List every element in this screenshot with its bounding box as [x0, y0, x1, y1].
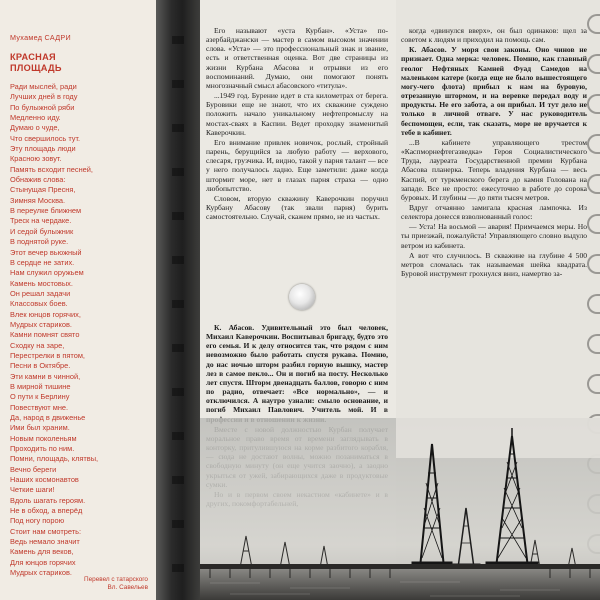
poem-line: В переулке ближнем	[10, 206, 82, 216]
article-paragraph: — Уста! На восьмой — авария! Примчаемся меры. Но ты приезжай, пожалуйста! Управляющего словно выдуло ветром из кабинета.	[401, 222, 587, 250]
spiral-ring	[587, 374, 600, 394]
poem-line: Влек юнцов горячих,	[10, 309, 81, 319]
poem-line: Вдоль шагать героям.	[10, 495, 86, 505]
poem-line: Нам служил оружьем	[10, 268, 84, 278]
poem-line: Память всходит песней,	[10, 164, 93, 174]
spiral-ring	[587, 174, 600, 194]
poem-line: Повествуют мне.	[10, 402, 69, 412]
translator-line-1: Перевел с татарского	[84, 576, 148, 583]
article-paragraph: когда «двинулся вверх», он был одинаков: щел за советом к людям и приходил на помощь сам.	[401, 26, 587, 45]
poem-line: В сердце не затих.	[10, 257, 75, 267]
poem-line: Новым поколеньям	[10, 433, 77, 443]
article-paragraph: К. Абасов. Удивительный это был человек, Михаил Каверочкин. Воспитывал бригаду, будто это его семья. И к делу относится так, что рядом с ним невозможно было работать спустя рукава. Помню, до нас ночью шторм разбил горную вышку, мастер лез в самое пекло... Он и погиб на посту. Несколько лет спустя. Шторм двенадцать баллов, говорю с ним по радио, отвечает: «Все нормально», — и отключился. А наутро узнали: смыло основание, и погиб Михаил Павлович. Учитель мой. И в	[206, 323, 388, 415]
poem-line: Эту площадь люди	[10, 144, 76, 154]
oil-rigs-illustration	[200, 418, 600, 600]
poem-line: Красною зовут.	[10, 154, 62, 164]
poem-line: В поднятой руке.	[10, 237, 69, 247]
poem-line: Не в обход, а вперёд	[10, 506, 83, 516]
poem-line: Мудрых стариков.	[10, 319, 72, 329]
article-paragraph: ...1949 год. Бурение идет в ста километрах от берега. Буровики еще не знают, что их скважине суждено положить начало уникальному нефтепромыслу на мостах-сваях в Каспии. Ведет проходку знаменитый Каверочкин.	[206, 91, 388, 137]
poem-line: В мирной тишине	[10, 381, 71, 391]
poem-line: Он решал задачи	[10, 288, 71, 298]
poem-title-line-2: ПЛОЩАДЬ	[10, 63, 62, 73]
poem-line: Камень мостовых.	[10, 278, 73, 288]
article-paragraph: К. Абасов. У моря свои законы. Оно чинов не признает. Одна мерка: человек. Помню, как главный геолог Нефтяных Камней Фуад Самедов на маленьком катере (когда еще не было вышестоящего могу-чего флота) прибыл к нам на буровую, отрезанную штормом, и на веревке передал воду и продукты. Не его забота, а он прибыл. И тут дело не только в личной отваге. У нас руководитель беспомощен, если, так сказать, море не вручается к тебе в кабинет.	[401, 45, 587, 137]
article-paragraph: А вот что случилось. В скважине на глубине 4 500 метров сломалась так называемая шейка квадрата. Буровой инструмент грохнулся вниз, намертво за-	[401, 250, 587, 279]
poem-line: Стынущая Пресня,	[10, 185, 76, 195]
poem-line: Проходить по ним.	[10, 444, 75, 454]
poem-line: Четкие шаги!	[10, 485, 55, 495]
article-paragraph: Вдруг отчаянно замигала красная лампочка. Из селектора донесся взволнованный голос:	[401, 202, 587, 222]
poem-line: Лучших дней в году	[10, 92, 78, 102]
spiral-ring	[587, 94, 600, 114]
poem-line: О пути к Берлину	[10, 392, 70, 402]
spiral-ring	[587, 334, 600, 354]
poem-verse	[10, 82, 154, 579]
poem-line: Медленно иду.	[10, 113, 61, 123]
poem-author: Мухамед САДРИ	[10, 33, 71, 42]
poem-line: Мудрых стариков.	[10, 568, 72, 578]
poem-line: Ведь немало значит	[10, 537, 80, 547]
article-paragraph: Его называют «уста Курбан». «Уста» по-азербайджански — мастер в самом высоком значении слова. «Уста» — это профессиональный знак и звание, есть и ответственная оценка. Вот две страницы из жизни Курбана Абасова и отрывки из его воспоминаний. Думаю, они помогают понять многозначный смысл абасовского «титула».	[206, 26, 388, 90]
poem-line: Треск на чердаке.	[10, 216, 72, 226]
poem-line: Этот вечер вьюжный	[10, 247, 82, 257]
article-paragraph: Словом, вторую скважину Каверочкин поручил Курбану Абасову (так звали парня) бурить самостоятельно. Случай, скажем прямо, не из частых.	[206, 193, 388, 222]
spiral-ring	[587, 14, 600, 34]
flexi-disc-hole	[289, 284, 315, 310]
poem-line: Обнажив слова:	[10, 175, 66, 185]
poem-line: Думаю о чуде,	[10, 123, 60, 133]
poem-line: Камни помнят свято	[10, 330, 80, 340]
poem-translator	[0, 576, 148, 592]
poem-line: По булыжной ряби	[10, 102, 75, 112]
poem-line: Под ногу порою	[10, 516, 65, 526]
poem-title-line-1: КРАСНАЯ	[10, 52, 56, 62]
translator-line-2: Вл. Савельев	[107, 584, 148, 591]
poem-line: Наших космонавтов	[10, 475, 79, 485]
poem-line: Ради мыслей, ради	[10, 82, 77, 91]
poem-column	[0, 0, 156, 600]
article-column-1	[206, 26, 388, 222]
article-paragraph: Его внимание привлек новичок, рослый, стройный парень, берущийся за любую работу — верхового, слесаря, грузчика. И, видно, такой у парня талант — все у него получалось ладно. Еще заметили: даже когда штормит море, нет в глазах парня страха — одно любопытство.	[206, 137, 388, 193]
poem-line: Вечно береги	[10, 464, 57, 474]
poem-line: Камень для веков,	[10, 547, 74, 557]
poem-title	[10, 52, 150, 74]
poem-line: Ими был храним.	[10, 423, 70, 433]
poem-line: И седой булыжник	[10, 226, 74, 236]
poem-line: Перестрелки в пятом,	[10, 350, 85, 360]
poem-line: Для юнцов горячих	[10, 557, 76, 567]
article-paragraph: ...В кабинете управляющего трестом «Каспморнефтегазведка» Героя Социалистического Труда, лауреата Государственной премии Курбана Абасова планерка. Теперь владения Курбана — весь Каспий, от туркменского берега до камня Голована на западе. Все не просто: ежесуточно в работе до сорока буровых. И глубины — до пяти тысяч метров.	[401, 137, 587, 202]
spiral-ring	[587, 134, 600, 154]
poem-line: Помни, площадь, клятвы,	[10, 454, 99, 464]
poem-line: Сходку на заре,	[10, 340, 65, 350]
spiral-ring	[587, 294, 600, 314]
poem-line: Классовых боев.	[10, 299, 68, 309]
binding-holes	[172, 0, 184, 600]
poem-line: Эти камни в чинной,	[10, 371, 81, 381]
oil-rigs-photo	[200, 418, 600, 600]
article-column-3	[401, 26, 587, 279]
poem-line: Стоит нам смотреть:	[10, 526, 82, 536]
poem-line: Что свершилось тут.	[10, 133, 81, 143]
spiral-ring	[587, 214, 600, 234]
poem-line: Зимняя Москва.	[10, 195, 66, 205]
spiral-ring	[587, 54, 600, 74]
poem-line: Песни в Октябре.	[10, 361, 71, 371]
spiral-ring	[587, 254, 600, 274]
poem-line: Да, народ в движенье	[10, 413, 86, 422]
